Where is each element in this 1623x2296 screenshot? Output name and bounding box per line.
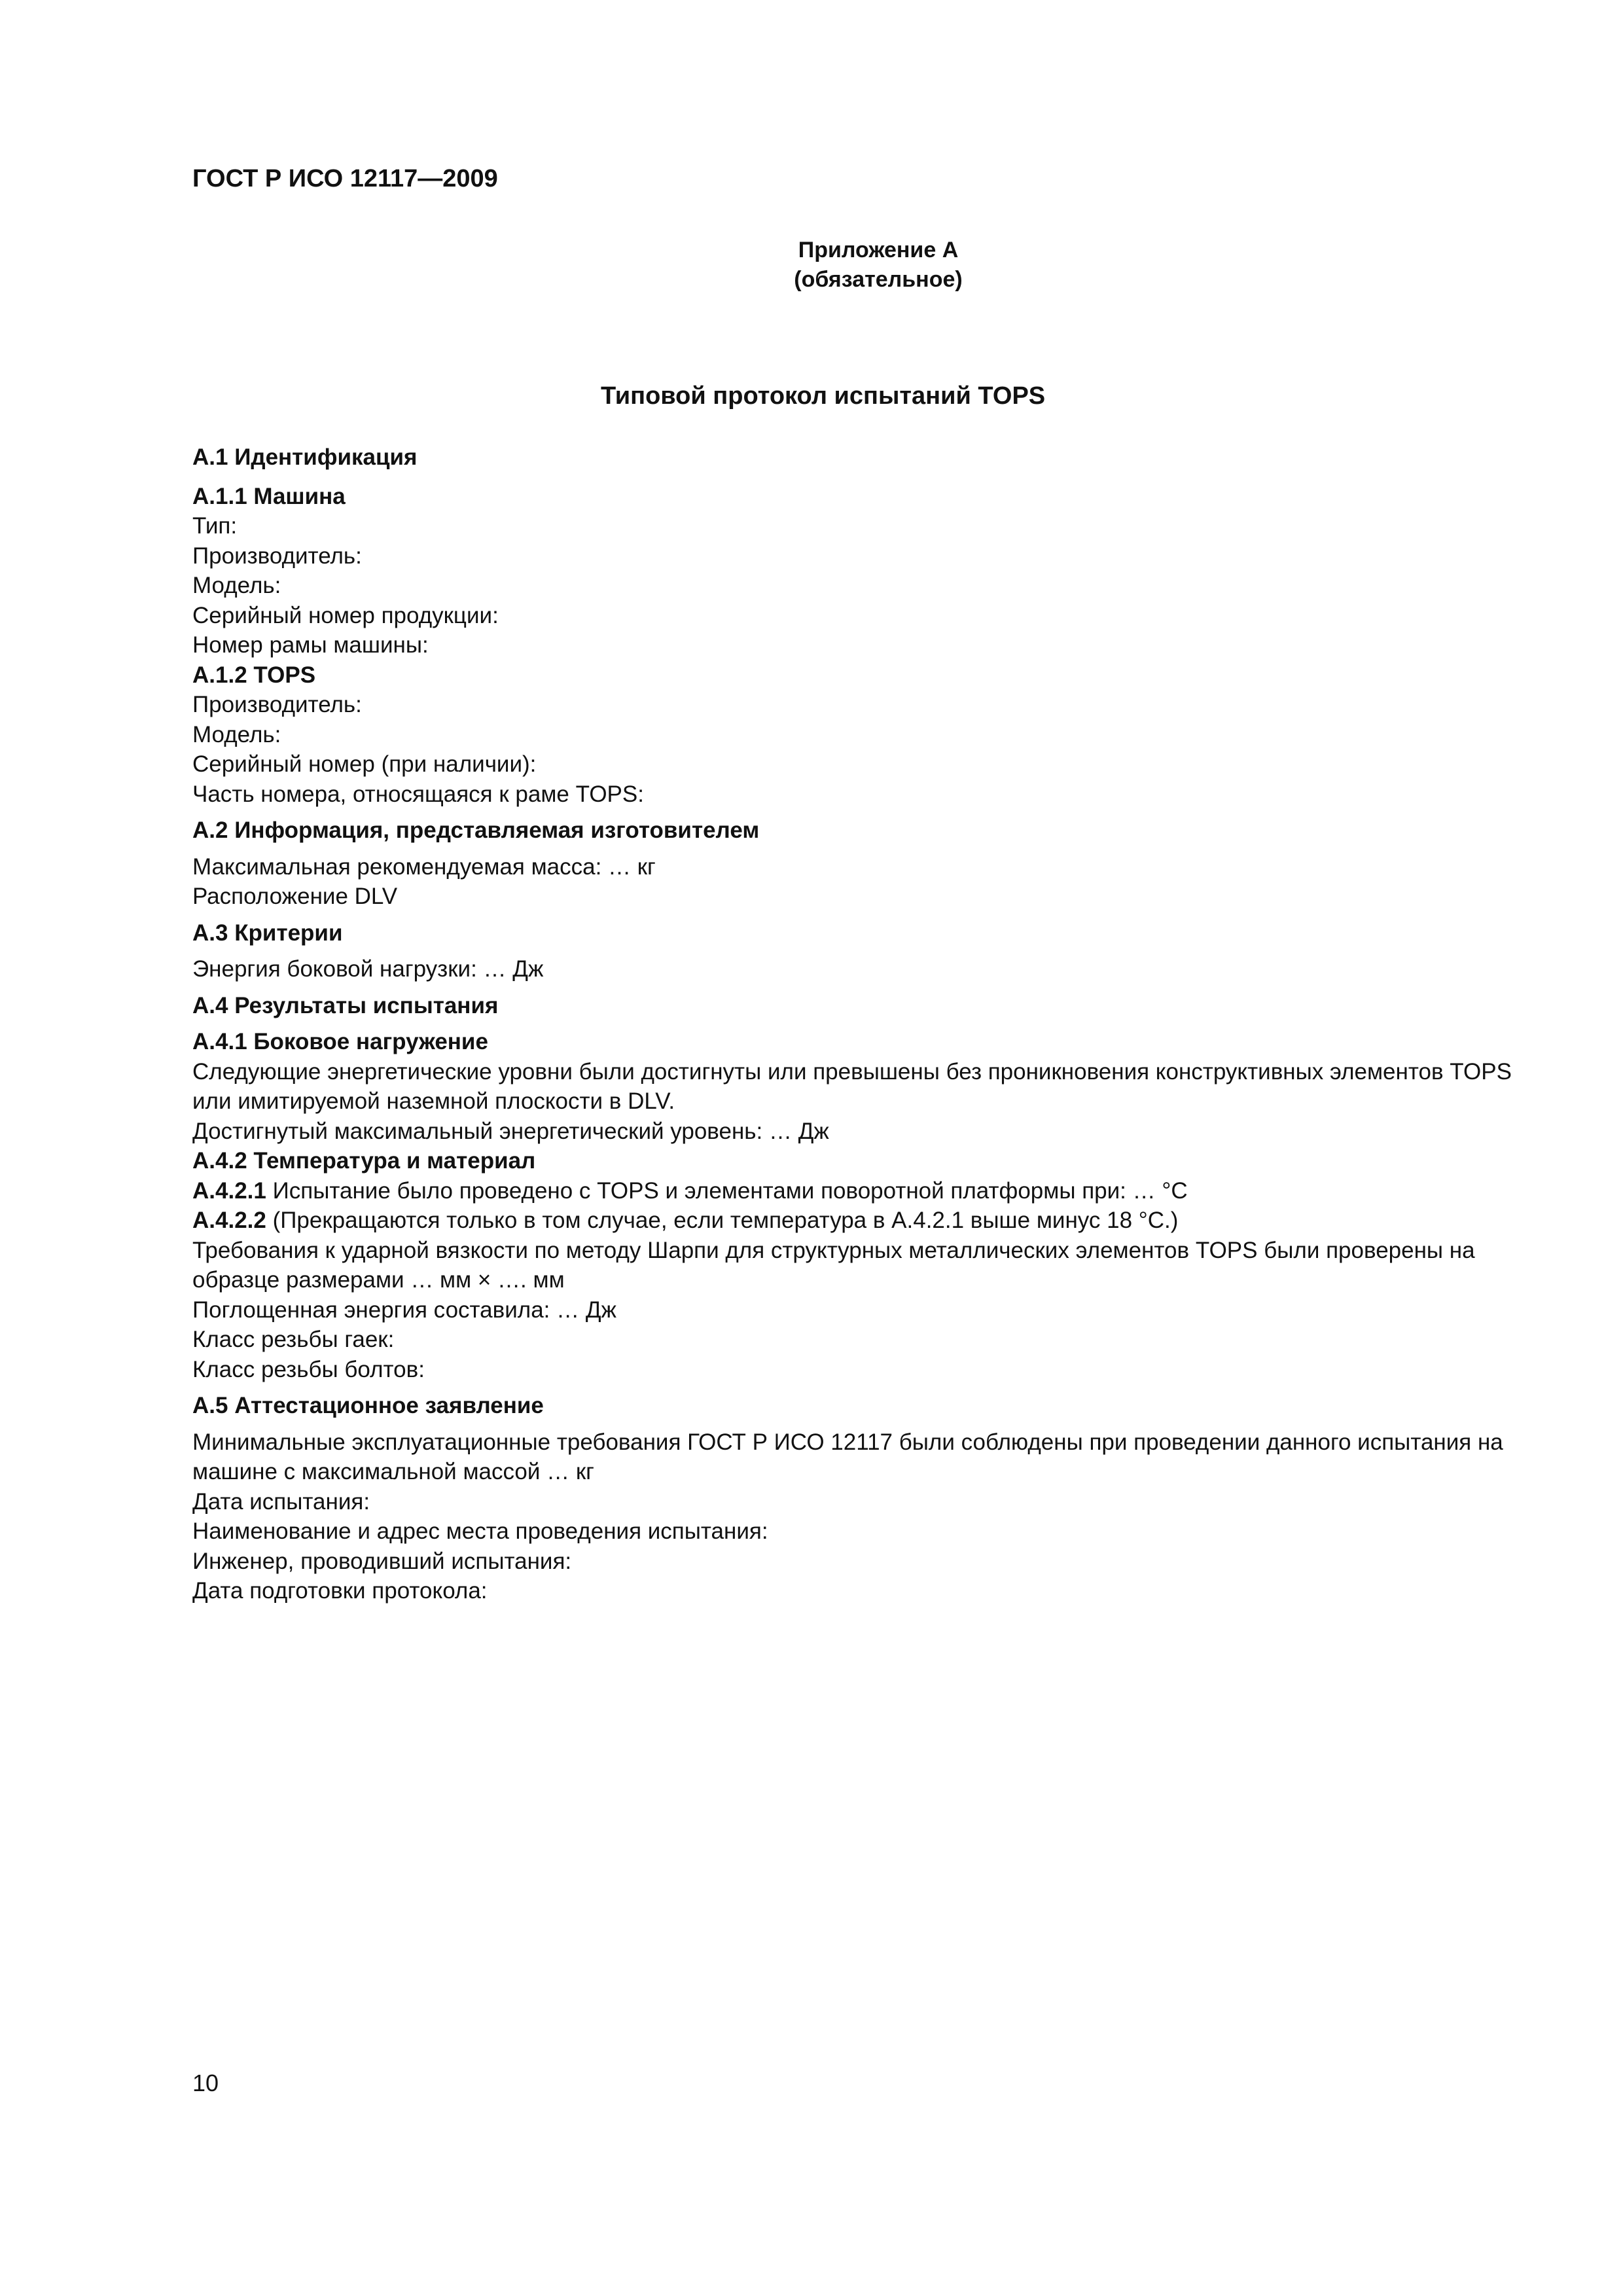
section-heading-a5: А.5 Аттестационное заявление: [192, 1393, 544, 1418]
machine-type-line: Тип:: [192, 513, 238, 539]
subsection-heading-lateral: А.4.1 Боковое нагружение: [192, 1029, 488, 1054]
annex-status: (обязательное): [794, 267, 963, 292]
absorbed-energy-line: Поглощенная энергия составила: … Дж: [192, 1297, 616, 1323]
lateral-paragraph: Следующие энергетические уровни были достигнуты или превышены без проникновения конструктивных элементов TOPS или имитируемой наземной плоскости в DLV.: [192, 1058, 1512, 1114]
tops-model-line: Модель:: [192, 721, 281, 747]
item-a421-text: Испытание было проведено с TOPS и элементами поворотной платформы при: … °С: [272, 1177, 1188, 1204]
item-a422-number: А.4.2.2: [192, 1208, 266, 1233]
page-number: 10: [192, 2070, 219, 2096]
section-heading-a4: А.4 Результаты испытания: [192, 992, 499, 1018]
max-mass-line: Максимальная рекомендуемая масса: … кг: [192, 853, 656, 880]
nut-class-line: Класс резьбы гаек:: [192, 1327, 395, 1352]
section-heading-a1: А.1 Идентификация: [192, 444, 418, 470]
test-date-line: Дата испытания:: [192, 1488, 370, 1515]
machine-serial-line: Серийный номер продукции:: [192, 602, 499, 628]
document-title: Типовой протокол испытаний TOPS: [601, 382, 1046, 410]
annex-heading: [747, 236, 1009, 295]
lateral-energy-line: Энергия боковой нагрузки: … Дж: [192, 956, 544, 982]
machine-model-line: Модель:: [192, 573, 281, 598]
certification-paragraph: Минимальные эксплуатационные требования ГОСТ Р ИСО 12117 были соблюдены при проведении данного испытания на машине с максимальной массой … кг: [192, 1429, 1503, 1484]
document-code-header: ГОСТ Р ИСО 12117—2009: [192, 165, 498, 192]
bolt-class-line: Класс резьбы болтов:: [192, 1356, 425, 1382]
subsection-heading-temperature: А.4.2 Температура и материал: [192, 1148, 536, 1174]
section-heading-a2: А.2 Информация, представляемая изготовителем: [192, 817, 760, 843]
item-a422: [192, 1206, 1518, 1236]
charpy-paragraph: Требования к ударной вязкости по методу Шарпи для структурных металлических элементов TOPS были проверены на образце размерами … мм × …. мм: [192, 1237, 1475, 1293]
subsection-heading-tops: А.1.2 TOPS: [192, 662, 316, 688]
protocol-body: [192, 442, 1518, 1606]
section-heading-a3: А.3 Критерии: [192, 920, 343, 946]
machine-frame-line: Номер рамы машины:: [192, 632, 429, 658]
test-location-line: Наименование и адрес места проведения испытания:: [192, 1518, 768, 1544]
tops-serial-line: Серийный номер (при наличии):: [192, 751, 537, 777]
engineer-line: Инженер, проводивший испытания:: [192, 1548, 572, 1574]
max-energy-line: Достигнутый максимальный энергетический уровень: … Дж: [192, 1118, 829, 1144]
subsection-heading-machine: А.1.1 Машина: [192, 483, 346, 509]
machine-manufacturer-line: Производитель:: [192, 543, 362, 569]
report-date-line: Дата подготовки протокола:: [192, 1578, 488, 1604]
item-a421-number: А.4.2.1: [192, 1177, 266, 1204]
tops-manufacturer-line: Производитель:: [192, 692, 362, 717]
dlv-location-line: Расположение DLV: [192, 884, 398, 909]
item-a421: [192, 1176, 1518, 1206]
item-a422-text: (Прекращаются только в том случае, если температура в А.4.2.1 выше минус 18 °С.): [272, 1208, 1179, 1233]
annex-label: Приложение А: [798, 238, 959, 262]
tops-frame-part-line: Часть номера, относящаяся к раме TOPS:: [192, 781, 644, 807]
